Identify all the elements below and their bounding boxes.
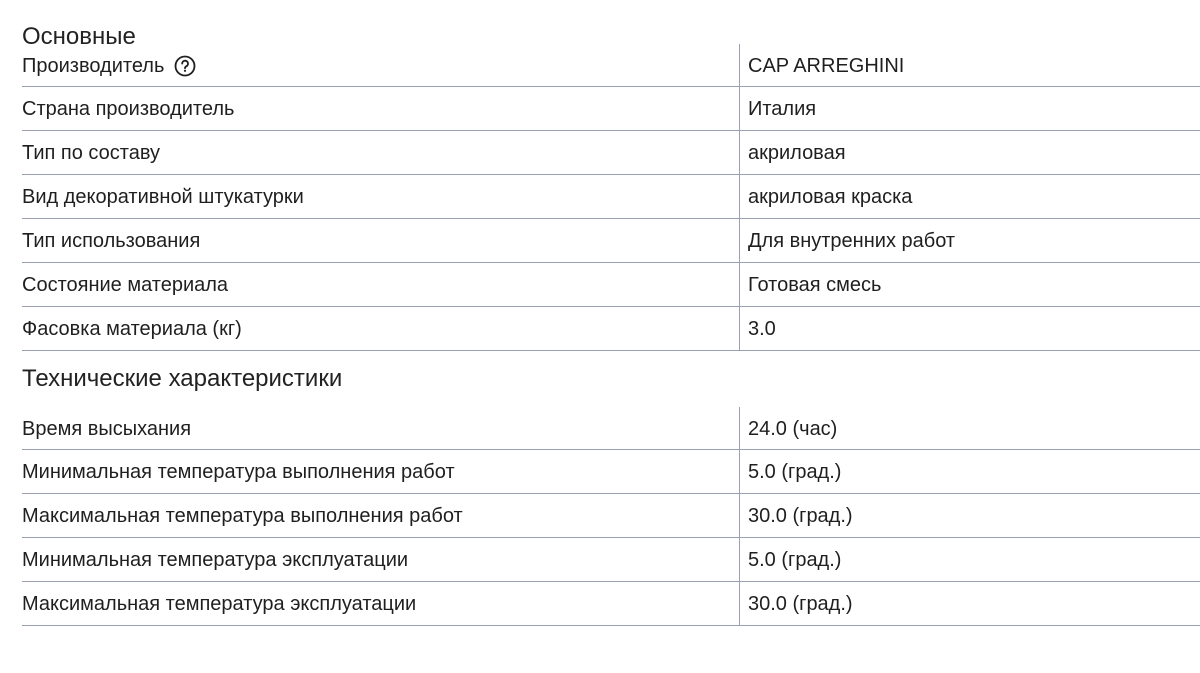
row-value: CAP ARREGHINI <box>739 44 1200 86</box>
row-label: Максимальная температура выполнения работ <box>22 505 463 527</box>
table-row <box>22 263 1200 307</box>
row-value: 30.0 (град.) <box>739 582 1200 625</box>
row-value: 5.0 (град.) <box>739 538 1200 581</box>
table-row <box>22 538 1200 582</box>
table-row <box>22 450 1200 494</box>
row-value: акриловая <box>739 131 1200 174</box>
table-row <box>22 87 1200 131</box>
table-row <box>22 407 1200 450</box>
row-label: Минимальная температура эксплуатации <box>22 549 409 571</box>
row-label: Фасовка материала (кг) <box>22 318 242 340</box>
row-label: Время высыхания <box>22 417 192 440</box>
row-value: Для внутренних работ <box>739 219 1200 262</box>
row-value: 30.0 (град.) <box>739 494 1200 537</box>
table-row <box>22 494 1200 538</box>
row-label: Максимальная температура эксплуатации <box>22 593 417 615</box>
row-value: Италия <box>739 87 1200 130</box>
row-label: Тип по составу <box>22 142 160 164</box>
table-row <box>22 219 1200 263</box>
table-row <box>22 582 1200 626</box>
table-row <box>22 175 1200 219</box>
section-title-main: Основные <box>22 23 136 50</box>
row-label: Вид декоративной штукатурки <box>22 186 304 208</box>
question-circle-icon[interactable] <box>174 55 196 77</box>
table-row <box>22 307 1200 351</box>
specs-table-technical <box>22 407 1200 626</box>
table-row <box>22 44 1200 87</box>
row-value: 3.0 <box>739 307 1200 350</box>
section-title-technical: Технические характеристики <box>22 365 343 392</box>
row-label: Страна производитель <box>22 98 235 120</box>
specs-table-main <box>22 44 1200 351</box>
row-label: Тип использования <box>22 230 201 252</box>
row-label: Минимальная температура выполнения работ <box>22 461 455 483</box>
row-label: Состояние материала <box>22 274 229 296</box>
table-row <box>22 131 1200 175</box>
row-value: акриловая краска <box>739 175 1200 218</box>
row-label: Производитель <box>22 54 165 77</box>
row-value: 24.0 (час) <box>739 407 1200 449</box>
row-label-cell <box>22 44 739 86</box>
row-value: Готовая смесь <box>739 263 1200 306</box>
row-value: 5.0 (град.) <box>739 450 1200 493</box>
